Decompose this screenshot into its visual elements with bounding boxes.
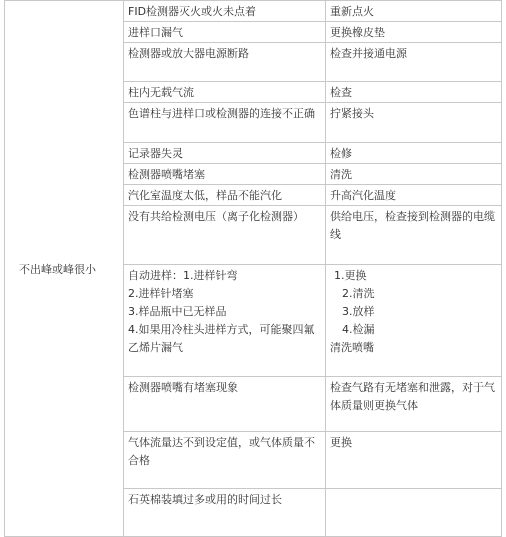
- remedy-cell: 检查: [326, 82, 502, 103]
- cause-line: 4.如果用冷柱头进样方式，可能聚四氟乙烯片漏气: [128, 323, 315, 354]
- remedy-cell: 检查并接通电源: [326, 43, 502, 82]
- cause-cell: 石英棉装填过多或用的时间过长: [124, 489, 326, 537]
- cause-cell: 柱内无载气流: [124, 82, 326, 103]
- cause-cell: [124, 265, 326, 377]
- cause-cell: 色谱柱与进样口或检测器的连接不正确: [124, 103, 326, 143]
- remedy-cell: 供给电压，检查接到检测器的电缆线: [326, 206, 502, 265]
- remedy-cell: 重新点火: [326, 1, 502, 22]
- cause-line: 自动进样：1.进样针弯: [128, 269, 238, 282]
- cause-cell: 检测器或放大器电源断路: [124, 43, 326, 82]
- remedy-cell: [326, 489, 502, 537]
- cause-cell: 记录器失灵: [124, 143, 326, 164]
- cause-cell: FID检测器灭火或火未点着: [124, 1, 326, 22]
- remedy-cell: 检修: [326, 143, 502, 164]
- remedy-line: 1.更换: [334, 269, 367, 282]
- remedy-line: 清洗喷嘴: [330, 341, 374, 354]
- table-row: [5, 1, 502, 22]
- remedy-cell: 更换橡皮垫: [326, 22, 502, 43]
- cause-cell: 没有共给检测电压（离子化检测器）: [124, 206, 326, 265]
- cause-cell: 进样口漏气: [124, 22, 326, 43]
- cause-cell: 汽化室温度太低，样品不能汽化: [124, 185, 326, 206]
- remedy-cell: 检查气路有无堵塞和泄露，对于气体质量则更换气体: [326, 377, 502, 432]
- remedy-cell: 升高汽化温度: [326, 185, 502, 206]
- cause-line: 3.样品瓶中已无样品: [128, 305, 227, 318]
- remedy-cell: 清洗: [326, 164, 502, 185]
- remedy-line: 2.清洗: [342, 287, 375, 300]
- remedy-cell: [326, 265, 502, 377]
- troubleshooting-table: [4, 0, 502, 537]
- cause-line: 2.进样针堵塞: [128, 287, 194, 300]
- cause-cell: 检测器喷嘴有堵塞现象: [124, 377, 326, 432]
- remedy-line: 4.检漏: [342, 323, 375, 336]
- remedy-cell: 拧紧接头: [326, 103, 502, 143]
- category-cell: 不出峰或峰很小: [5, 1, 124, 537]
- cause-cell: 检测器喷嘴堵塞: [124, 164, 326, 185]
- remedy-line: 3.放样: [342, 305, 375, 318]
- remedy-cell: 更换: [326, 432, 502, 489]
- cause-cell: 气体流量达不到设定值，或气体质量不合格: [124, 432, 326, 489]
